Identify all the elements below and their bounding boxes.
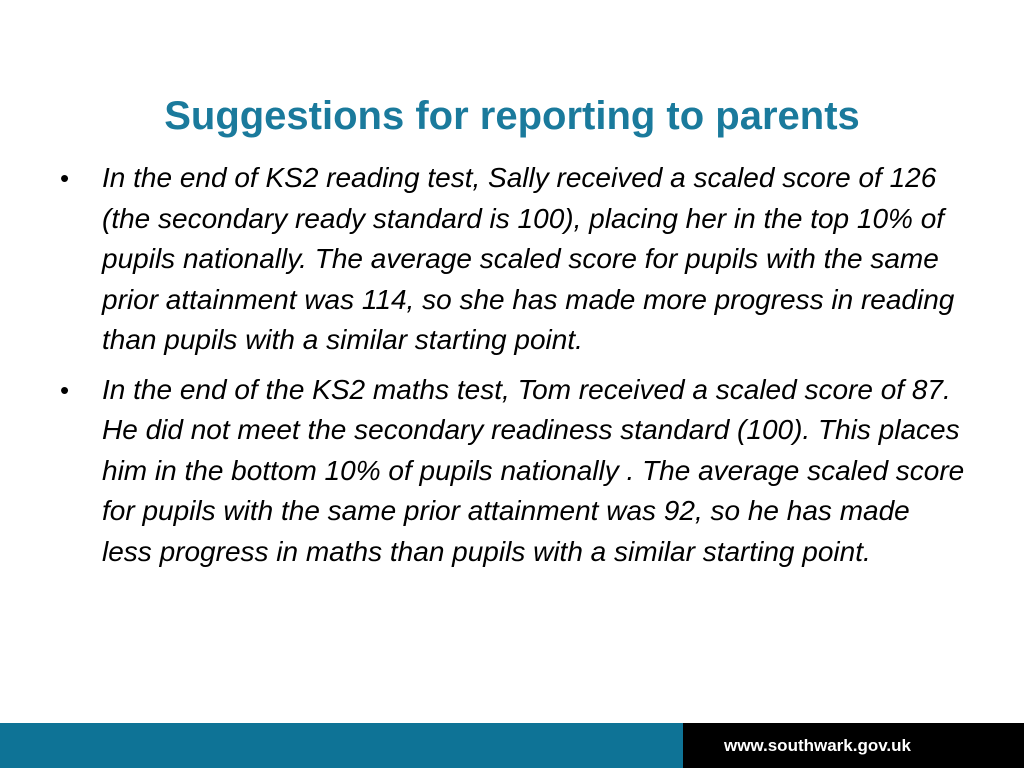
bullet-item-tom <box>56 370 966 573</box>
bullet-icon: • <box>60 374 70 405</box>
slide-title: Suggestions for reporting to parents <box>164 94 860 138</box>
footer-url: www.southwark.gov.uk <box>723 736 911 755</box>
bullet-list <box>56 158 966 581</box>
bullet-text: In the end of KS2 reading test, Sally received a scaled score of 126 (the secondary ready standard is 100), placing her in the top 10% of pupils nationally. The average scaled score for pupils with the same prior attainment was 114, so she has made more progress in reading than pupils with a similar starting point. <box>102 162 955 355</box>
footer-bar <box>0 723 1024 768</box>
bullet-text: In the end of the KS2 maths test, Tom received a scaled score of 87. He did not meet the secondary readiness standard (100). This places him in the bottom 10% of pupils nationally . The average scaled score for pupils with the same prior attainment was 92, so he has made less progress in maths than pupils with a similar starting point. <box>102 373 965 567</box>
bullet-icon: • <box>60 163 70 193</box>
bullet-item-sally <box>56 158 966 361</box>
footer-blue-band <box>0 723 683 768</box>
